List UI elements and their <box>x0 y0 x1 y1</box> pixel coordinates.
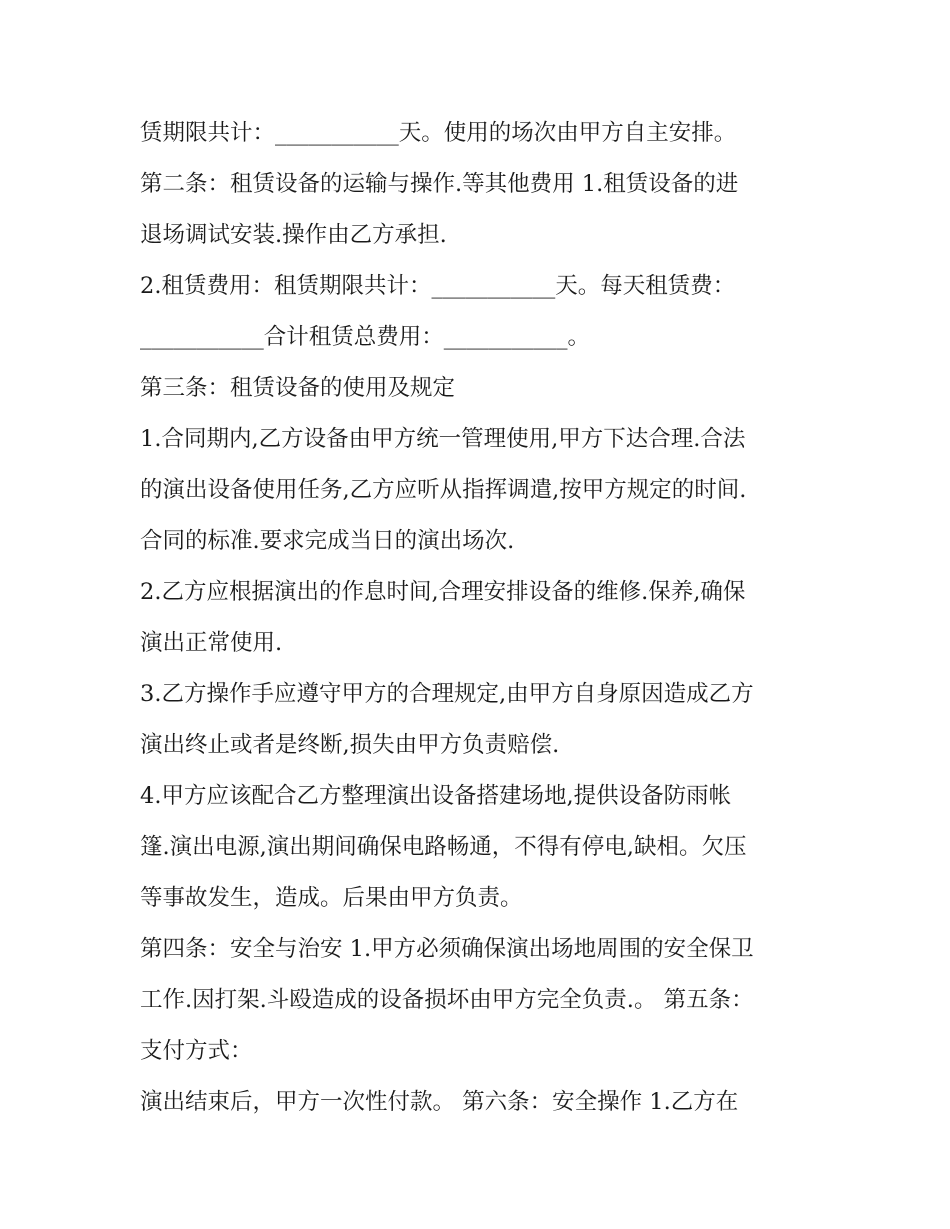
text-line: 3.乙方操作手应遵守甲方的合理规定,由甲方自身原因造成乙方 <box>140 681 754 707</box>
text-line: 演出结束后，甲方一次性付款。 第六条：安全操作 1.乙方在 <box>140 1089 739 1115</box>
text-line: 退场调试安装.操作由乙方承担. <box>140 222 447 248</box>
text-line: 合同的标准.要求完成当日的演出场次. <box>140 528 515 554</box>
text-line: 第二条：租赁设备的运输与操作.等其他费用 1.租赁设备的进 <box>140 171 739 197</box>
text-line: 演出正常使用. <box>140 630 283 656</box>
text-line: 的演出设备使用任务,乙方应听从指挥调遣,按甲方规定的时间. <box>140 477 747 503</box>
text-line: 赁期限共计：___________天。使用的场次由甲方自主安排。 <box>140 120 737 146</box>
text-line: 演出终止或者是终断,损失由甲方负责赔偿. <box>140 732 560 758</box>
text-line: 2.乙方应根据演出的作息时间,合理安排设备的维修.保养,确保 <box>140 579 746 605</box>
text-line: 等事故发生，造成。后果由甲方负责。 <box>140 885 523 911</box>
text-line: 篷.演出电源,演出期间确保电路畅通，不得有停电,缺相。欠压 <box>140 834 747 860</box>
section-heading: 第三条：租赁设备的使用及规定 <box>140 375 456 401</box>
document-body <box>140 108 820 1128</box>
text-line: 4.甲方应该配合乙方整理演出设备搭建场地,提供设备防雨帐 <box>140 783 732 809</box>
text-line: 1.合同期内,乙方设备由甲方统一管理使用,甲方下达合理.合法 <box>140 426 746 452</box>
text-line: 2.租赁费用：租赁期限共计：___________天。每天租赁费： <box>140 273 736 299</box>
text-line: 工作.因打架.斗殴造成的设备损坏由甲方完全负责.。 第五条： <box>140 987 754 1013</box>
text-line: ___________合计租赁总费用：___________。 <box>140 324 591 350</box>
text-line: 第四条：安全与治安 1.甲方必须确保演出场地周围的安全保卫 <box>140 936 754 962</box>
text-line: 支付方式： <box>140 1038 253 1064</box>
